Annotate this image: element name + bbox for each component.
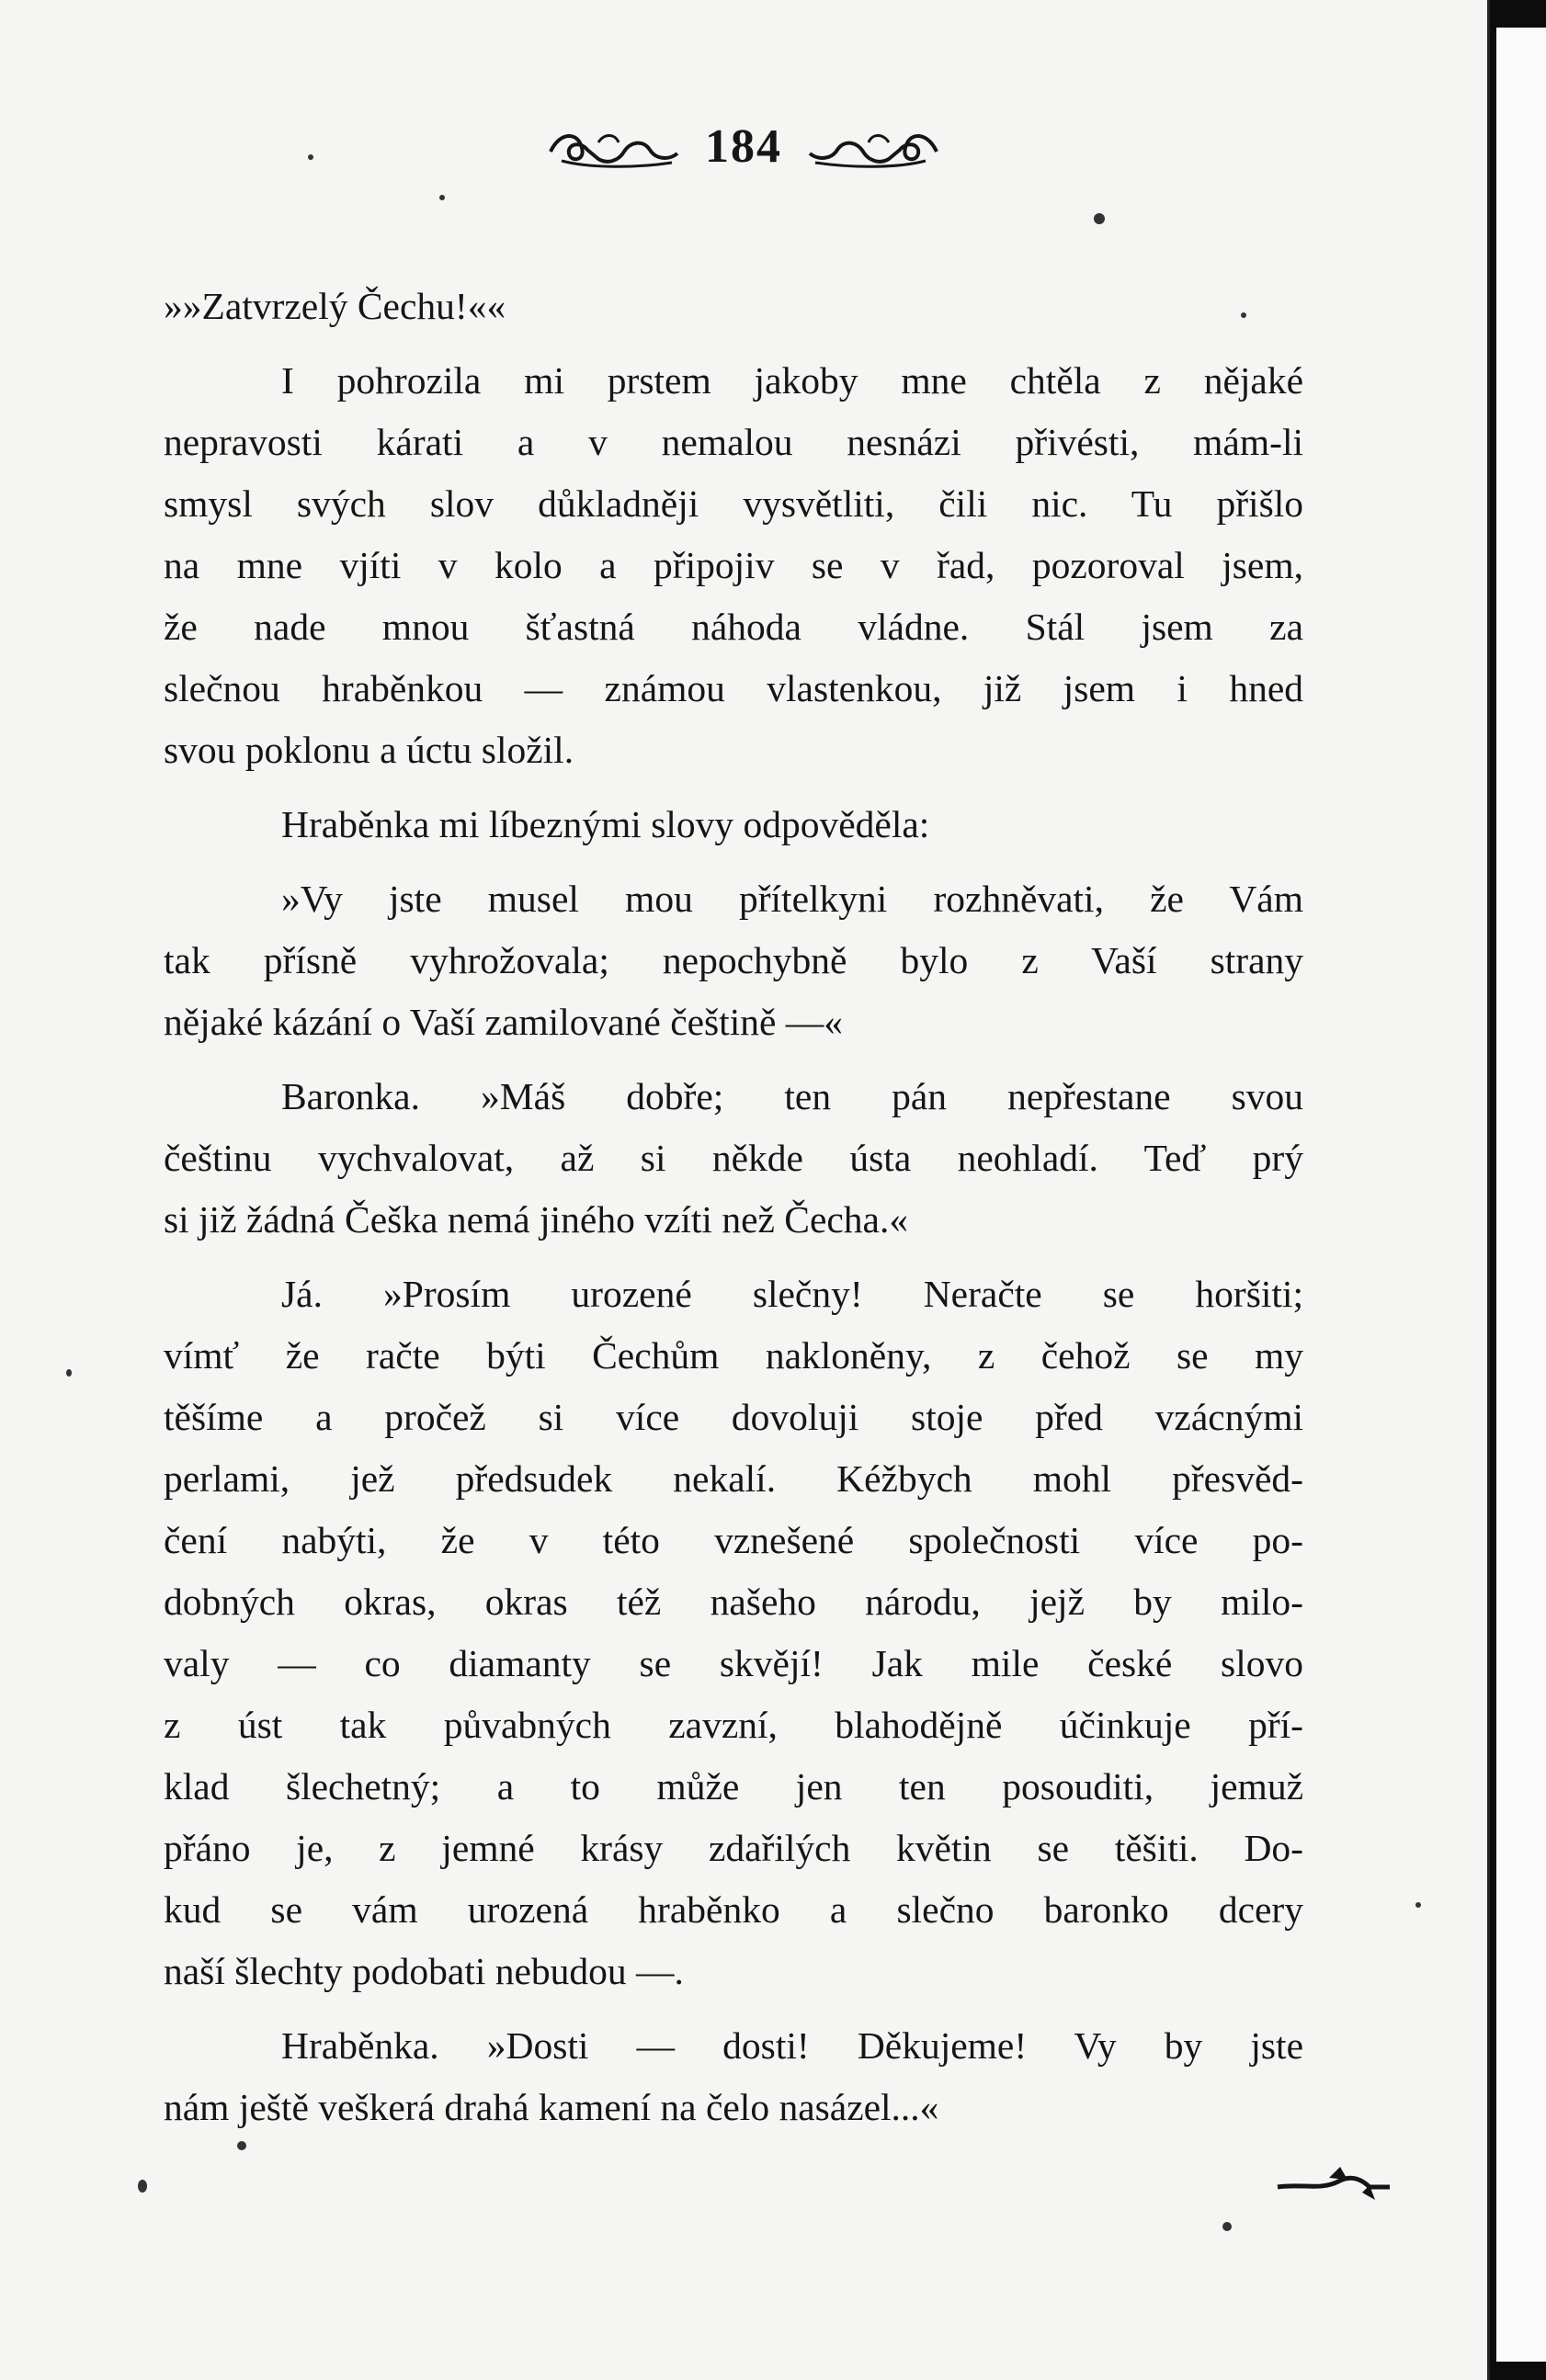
text-line: Hraběnka. »Dosti — dosti! Děkujeme! Vy by jste [281,2024,1303,2067]
paragraph-gap [164,1251,1303,1264]
text-line: kud se vám urozená hraběnko a slečno baronko dcery [164,1888,1303,1931]
text-line: Baronka. »Máš dobře; ten pán nepřestane svou [281,1075,1303,1117]
paragraph [164,350,1303,781]
body-text [164,276,1303,2138]
paragraph [164,794,1303,856]
text-line: že nade mnou šťastná náhoda vládne. Stál jsem za [164,606,1303,648]
text-line: vímť že račte býti Čechům nakloněny, z čehož se my [164,1334,1303,1377]
right-ornament-icon [806,124,944,170]
text-line: přáno je, z jemné krásy zdařilých květin se těšiti. Do- [164,1827,1303,1869]
paragraph [164,1066,1303,1251]
text-line: si již žádná Češka nemá jiného vzíti než Čecha.« [164,1198,909,1241]
speck [439,195,445,200]
speck [237,2141,246,2150]
paragraph [164,868,1303,1053]
speck [1241,312,1246,318]
text-line: I pohrozila mi prstem jakoby mne chtěla z nějaké [281,359,1303,402]
page-header [0,119,1487,174]
speck [1222,2222,1232,2231]
text-line: čení nabýti, že v této vznešené společnosti více po- [164,1519,1303,1561]
text-line: Já. »Prosím urozené slečny! Neračte se horšiti; [281,1273,1303,1315]
end-flourish-icon [1274,2159,1393,2205]
text-line: perlami, jež předsudek nekalí. Kéžbych mohl přesvěd- [164,1457,1303,1500]
left-ornament-icon [543,124,681,170]
text-line: tak přísně vyhrožovala; nepochybně bylo z Vaší strany [164,939,1303,981]
paragraph [164,1264,1303,2002]
text-line: »Vy jste musel mou přítelkyni rozhněvati, že Vám [281,878,1303,920]
text-line: slečnou hraběnkou — známou vlastenkou, již jsem i hned [164,667,1303,709]
text-line: »»Zatvrzelý Čechu!«« [164,285,506,327]
text-line: naší šlechty podobati nebudou —. [164,1950,684,1992]
text-line: svou poklonu a úctu složil. [164,729,574,771]
paragraph-gap [164,856,1303,868]
text-line: češtinu vychvalovat, až si někde ústa neohladí. Teď prý [164,1137,1303,1179]
text-line: nepravosti kárati a v nemalou nesnázi přivésti, mám-li [164,421,1303,463]
speck [138,2180,147,2193]
text-line: dobných okras, okras též našeho národu, jejž by milo- [164,1581,1303,1623]
text-line: Hraběnka mi líbeznými slovy odpověděla: [281,803,930,845]
paragraph-gap [164,2002,1303,2015]
speck [308,154,313,160]
text-line: na mne vjíti v kolo a připojiv se v řad, pozoroval jsem, [164,544,1303,586]
speck [66,1369,72,1377]
text-line: nám ještě veškerá drahá kamení na čelo nasázel...« [164,2086,939,2128]
text-line: z úst tak půvabných zavzní, blahodějně účinkuje pří- [164,1704,1303,1746]
text-line: nějaké kázání o Vaší zamilované češtině —« [164,1001,844,1043]
text-line: smysl svých slov důkladněji vysvětliti, čili nic. Tu přišlo [164,482,1303,525]
text-line: klad šlechetný; a to může jen ten posouditi, jemuž [164,1765,1303,1808]
paragraph-gap [164,781,1303,794]
text-line: valy — co diamanty se skvějí! Jak mile české slovo [164,1642,1303,1684]
paragraph-gap [164,1053,1303,1066]
page-number: 184 [705,120,782,173]
paragraph [164,276,1303,337]
next-page-strip [1496,28,1546,2362]
speck [1094,213,1105,224]
paragraph [164,2015,1303,2138]
speck [1415,1902,1421,1908]
text-line: těšíme a pročež si více dovoluji stoje před vzácnými [164,1396,1303,1438]
paragraph-gap [164,337,1303,350]
